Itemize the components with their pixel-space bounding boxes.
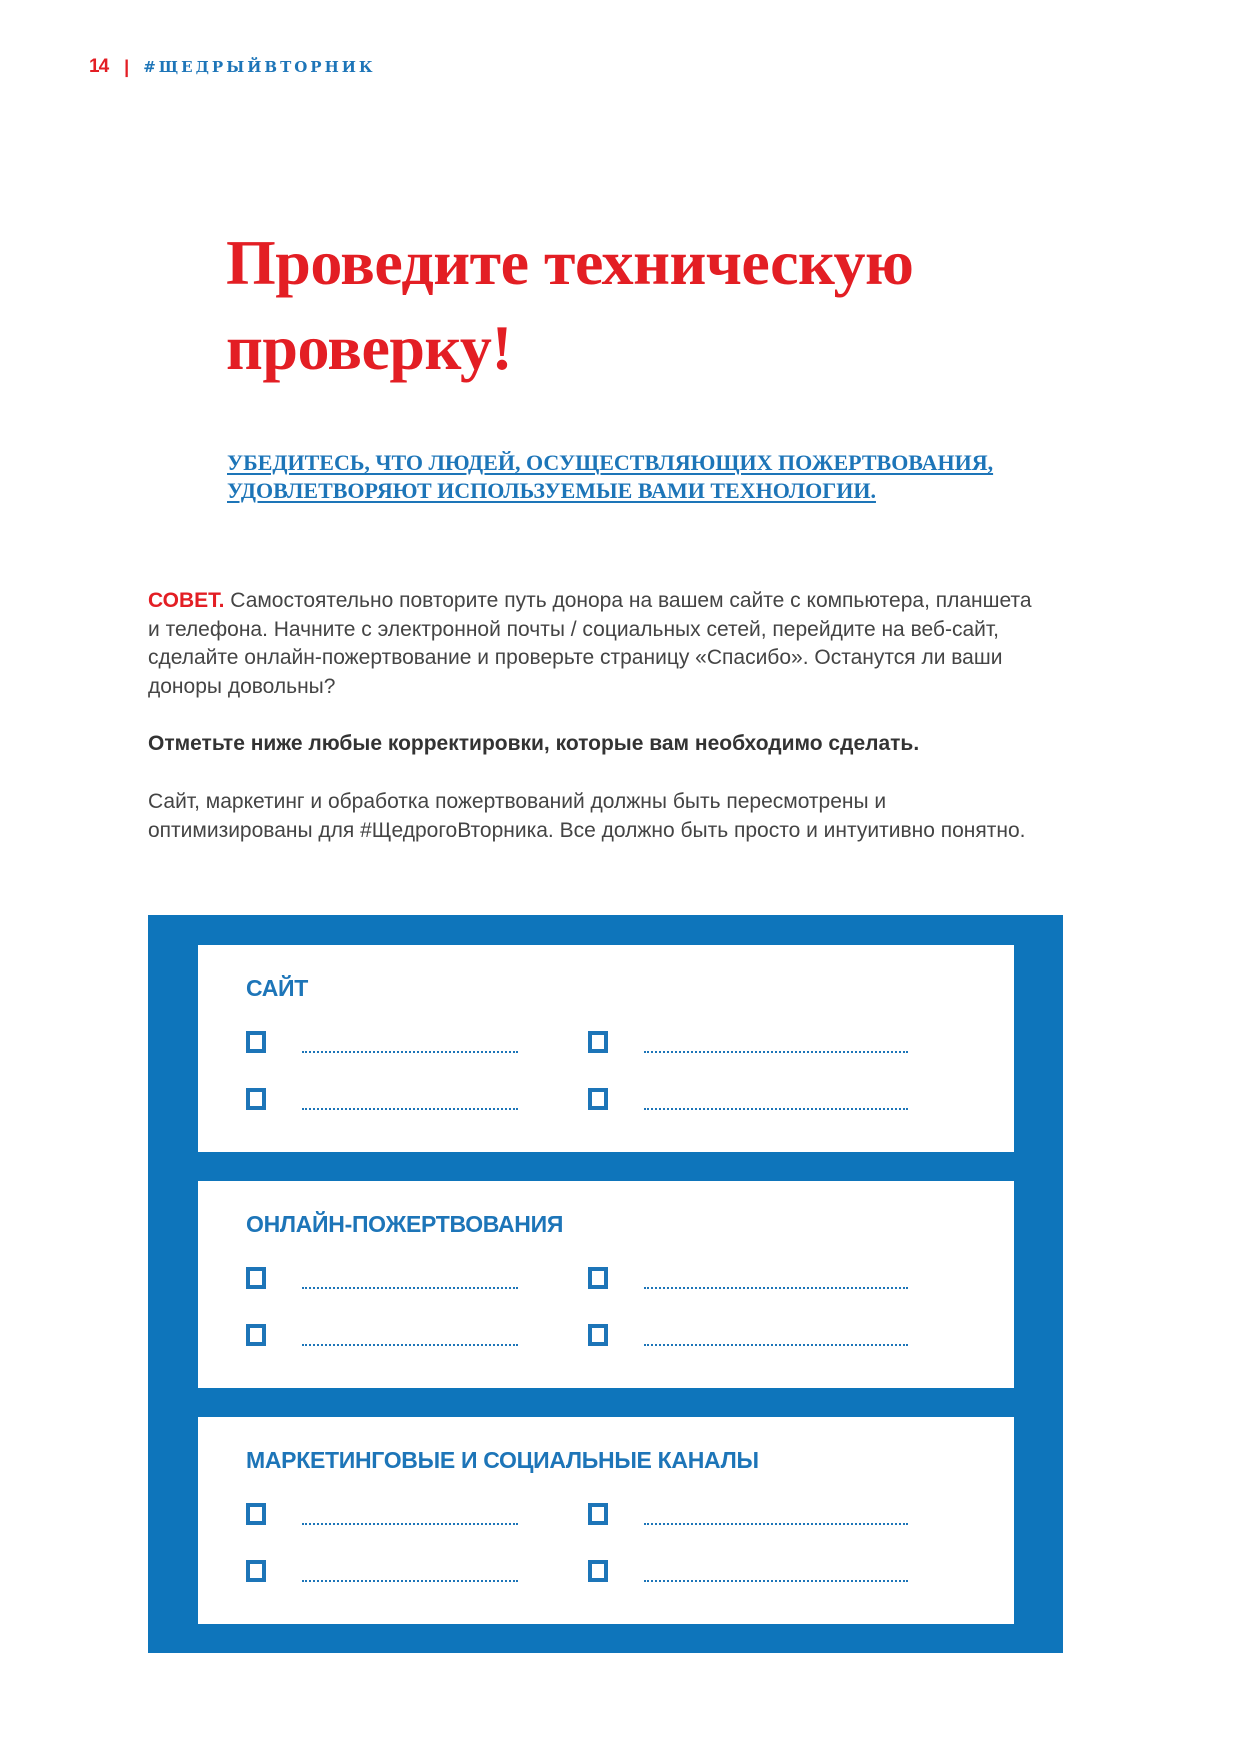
page-title <box>226 220 1126 390</box>
page-title-line-2: проверку! <box>226 312 513 383</box>
instruction-text: Отметьте ниже любые корректировки, которые вам необходимо сделать. <box>148 732 920 755</box>
write-in-line[interactable] <box>644 1523 908 1525</box>
checklist-item <box>588 1088 908 1118</box>
section-title: САЙТ <box>246 975 309 1001</box>
checkbox[interactable] <box>246 1503 266 1525</box>
tip-label: СОВЕТ. <box>148 589 225 612</box>
checkbox[interactable] <box>246 1267 266 1289</box>
write-in-line[interactable] <box>302 1523 518 1525</box>
checkbox[interactable] <box>588 1560 608 1582</box>
header-hashtag: #ЩЕДРЫЙВТОРНИК <box>143 58 376 76</box>
checkbox[interactable] <box>588 1503 608 1525</box>
header-separator: | <box>124 56 130 77</box>
checklist-item <box>588 1031 908 1061</box>
checklist-item <box>246 1088 566 1118</box>
checkbox[interactable] <box>588 1031 608 1053</box>
write-in-line[interactable] <box>302 1287 518 1289</box>
page-title-line-1: Проведите техническую <box>226 227 914 298</box>
checkbox[interactable] <box>246 1088 266 1110</box>
checkbox[interactable] <box>246 1324 266 1346</box>
page-header <box>89 54 376 80</box>
section-title: ОНЛАЙН-ПОЖЕРТВОВАНИЯ <box>246 1211 564 1237</box>
page-number: 14 <box>89 56 109 77</box>
checkbox[interactable] <box>588 1267 608 1289</box>
write-in-line[interactable] <box>644 1108 908 1110</box>
note-paragraph: Сайт, маркетинг и обработка пожертвований должны быть пересмотрены и оптимизированы для #ЩедрогоВторника. Все должно быть просто и интуитивно понятно. <box>148 790 1026 842</box>
checklist-item <box>588 1560 908 1590</box>
checklist-item <box>246 1267 566 1297</box>
write-in-line[interactable] <box>644 1580 908 1582</box>
write-in-line[interactable] <box>302 1344 518 1346</box>
checklist-item <box>588 1324 908 1354</box>
write-in-line[interactable] <box>302 1108 518 1110</box>
write-in-line[interactable] <box>644 1344 908 1346</box>
checklist-item <box>246 1324 566 1354</box>
checklist-item <box>246 1503 566 1533</box>
checklist-item <box>246 1560 566 1590</box>
subheading: УБЕДИТЕСЬ, ЧТО ЛЮДЕЙ, ОСУЩЕСТВЛЯЮЩИХ ПОЖЕРТВОВАНИЯ, УДОВЛЕТВОРЯЮТ ИСПОЛЬЗУЕМЫЕ ВАМИ ТЕХНОЛОГИИ. <box>227 450 994 503</box>
checklist-item <box>246 1031 566 1061</box>
checklist-section-marketing-social <box>198 1417 1014 1624</box>
write-in-line[interactable] <box>644 1287 908 1289</box>
write-in-line[interactable] <box>302 1051 518 1053</box>
checklist-section-site <box>198 945 1014 1152</box>
write-in-line[interactable] <box>644 1051 908 1053</box>
section-title: МАРКЕТИНГОВЫЕ И СОЦИАЛЬНЫЕ КАНАЛЫ <box>246 1447 759 1473</box>
tip-text: Самостоятельно повторите путь донора на вашем сайте с компьютера, планшета и телефона. Начните с электронной почты / социальных сетей, перейдите на веб-сайт, сделайте онлайн-пожертвование и проверьте страницу «Спасибо». Останутся ли ваши доноры довольны? <box>148 589 1032 698</box>
checklist-section-online-donations <box>198 1181 1014 1388</box>
checklist-item <box>588 1267 908 1297</box>
write-in-line[interactable] <box>302 1580 518 1582</box>
checkbox[interactable] <box>588 1088 608 1110</box>
checkbox[interactable] <box>246 1560 266 1582</box>
checklist-frame <box>148 915 1063 1653</box>
checkbox[interactable] <box>588 1324 608 1346</box>
checkbox[interactable] <box>246 1031 266 1053</box>
checklist-item <box>588 1503 908 1533</box>
tip-paragraph <box>148 587 1048 701</box>
